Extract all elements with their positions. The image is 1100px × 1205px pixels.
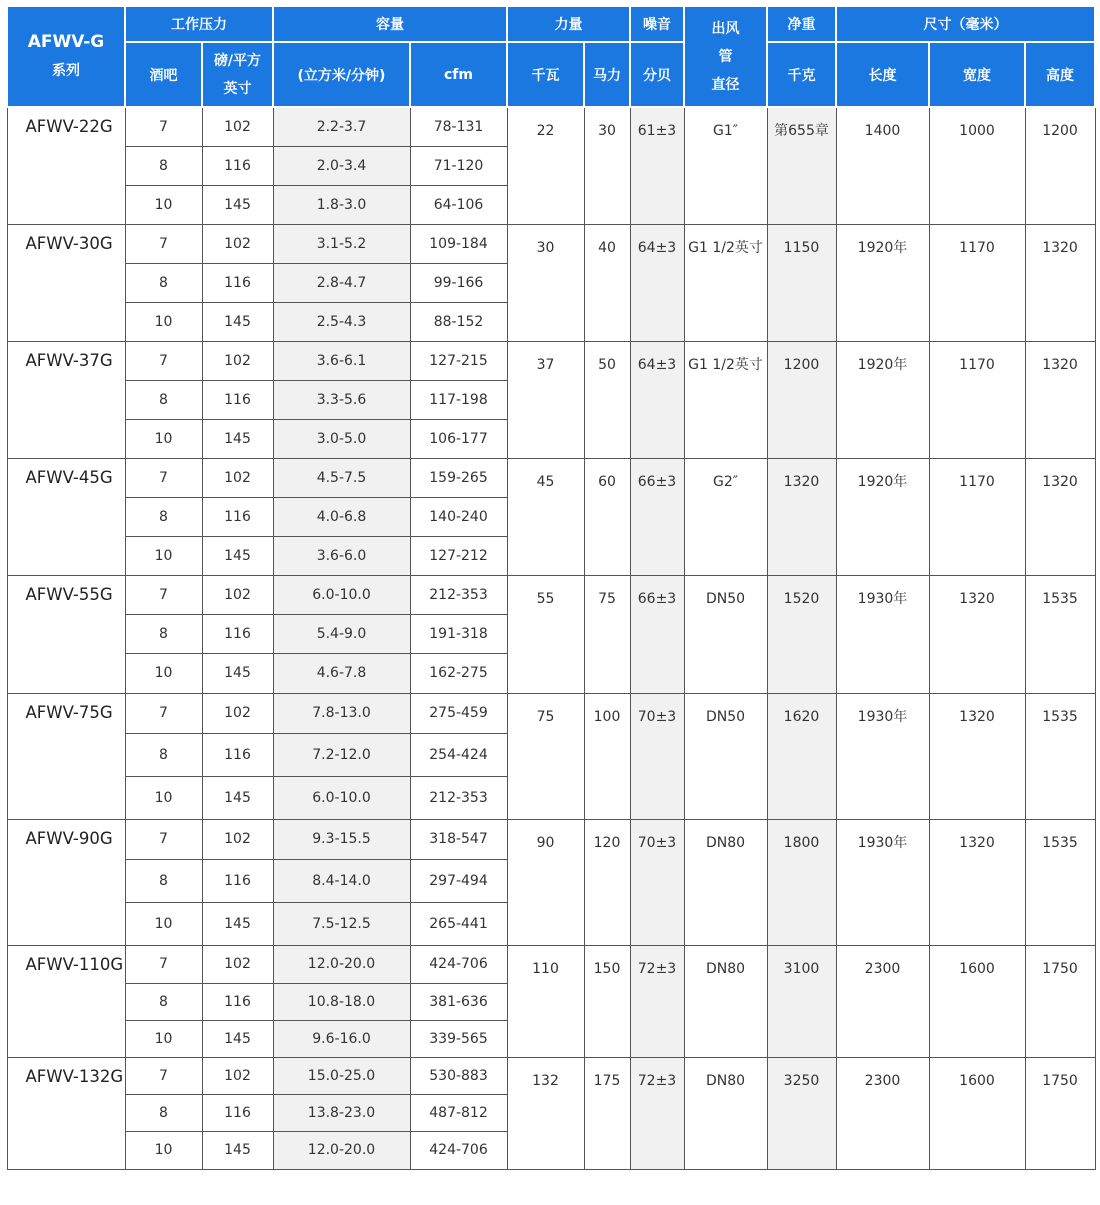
- psi-value: 102: [202, 458, 273, 497]
- table-row: [7, 107, 1095, 146]
- power-hp-value: 100: [584, 693, 630, 819]
- header-power: 力量: [507, 6, 630, 42]
- header-brand: [7, 6, 125, 107]
- capacity-m3-value: 2.5-4.3: [273, 302, 410, 341]
- brand-series: 系列: [52, 63, 80, 79]
- capacity-m3-value: 4.5-7.5: [273, 458, 410, 497]
- model-name: AFWV-37G: [7, 341, 125, 458]
- bar-value: 7: [125, 107, 202, 146]
- psi-value: 116: [202, 859, 273, 902]
- bar-value: 8: [125, 614, 202, 653]
- header-kw: 千瓦: [507, 42, 584, 107]
- psi-value: 145: [202, 1020, 273, 1057]
- width-value: 1600: [929, 945, 1025, 1057]
- outlet-value: DN80: [684, 1057, 767, 1169]
- capacity-m3-value: 2.8-4.7: [273, 263, 410, 302]
- height-value: 1535: [1025, 819, 1095, 945]
- capacity-cfm-value: 297-494: [410, 859, 507, 902]
- capacity-cfm-value: 162-275: [410, 653, 507, 693]
- table-body: [7, 107, 1095, 1169]
- psi-value: 116: [202, 983, 273, 1020]
- psi-value: 102: [202, 819, 273, 859]
- psi-value: 145: [202, 776, 273, 819]
- psi-value: 102: [202, 575, 273, 614]
- capacity-m3-value: 6.0-10.0: [273, 776, 410, 819]
- psi-value: 102: [202, 1057, 273, 1094]
- bar-value: 10: [125, 1131, 202, 1169]
- capacity-cfm-value: 127-215: [410, 341, 507, 380]
- bar-value: 7: [125, 224, 202, 263]
- width-value: 1600: [929, 1057, 1025, 1169]
- header-psi: [202, 42, 273, 107]
- table-header: [7, 6, 1095, 107]
- capacity-m3-value: 3.0-5.0: [273, 419, 410, 458]
- psi-value: 116: [202, 146, 273, 185]
- capacity-m3-value: 3.6-6.0: [273, 536, 410, 575]
- table-row: [7, 945, 1095, 983]
- bar-value: 10: [125, 185, 202, 224]
- header-weight: 净重: [767, 6, 836, 42]
- outlet-value: G1″: [684, 107, 767, 224]
- psi-value: 116: [202, 380, 273, 419]
- outlet-label-1: 出风: [711, 20, 740, 37]
- capacity-m3-value: 7.8-13.0: [273, 693, 410, 733]
- weight-value: 1200: [767, 341, 836, 458]
- capacity-cfm-value: 109-184: [410, 224, 507, 263]
- model-name: AFWV-90G: [7, 819, 125, 945]
- noise-value: 66±3: [630, 575, 684, 693]
- header-outlet: [684, 6, 767, 107]
- psi-value: 102: [202, 945, 273, 983]
- capacity-m3-value: 4.6-7.8: [273, 653, 410, 693]
- capacity-cfm-value: 88-152: [410, 302, 507, 341]
- spec-table: [6, 5, 1096, 1170]
- capacity-cfm-value: 339-565: [410, 1020, 507, 1057]
- capacity-cfm-value: 78-131: [410, 107, 507, 146]
- capacity-cfm-value: 487-812: [410, 1094, 507, 1131]
- bar-value: 10: [125, 536, 202, 575]
- capacity-m3-value: 10.8-18.0: [273, 983, 410, 1020]
- header-capacity: 容量: [273, 6, 507, 42]
- outlet-value: DN50: [684, 693, 767, 819]
- model-name: AFWV-132G: [7, 1057, 125, 1169]
- psi-value: 102: [202, 693, 273, 733]
- capacity-m3-value: 12.0-20.0: [273, 1131, 410, 1169]
- outlet-label-3: 直径: [711, 76, 740, 93]
- bar-value: 10: [125, 302, 202, 341]
- power-kw-value: 75: [507, 693, 584, 819]
- capacity-m3-value: 8.4-14.0: [273, 859, 410, 902]
- capacity-m3-value: 6.0-10.0: [273, 575, 410, 614]
- table-row: [7, 224, 1095, 263]
- power-kw-value: 22: [507, 107, 584, 224]
- power-kw-value: 55: [507, 575, 584, 693]
- capacity-m3-value: 2.2-3.7: [273, 107, 410, 146]
- weight-value: 1320: [767, 458, 836, 575]
- capacity-m3-value: 15.0-25.0: [273, 1057, 410, 1094]
- header-hp: 马力: [584, 42, 630, 107]
- width-value: 1320: [929, 575, 1025, 693]
- power-hp-value: 150: [584, 945, 630, 1057]
- bar-value: 8: [125, 146, 202, 185]
- height-value: 1750: [1025, 945, 1095, 1057]
- power-kw-value: 110: [507, 945, 584, 1057]
- height-value: 1200: [1025, 107, 1095, 224]
- power-kw-value: 45: [507, 458, 584, 575]
- height-value: 1320: [1025, 224, 1095, 341]
- length-value: 1920年: [836, 458, 929, 575]
- outlet-value: DN50: [684, 575, 767, 693]
- header-m3min: (立方米/分钟): [273, 42, 410, 107]
- weight-value: 1150: [767, 224, 836, 341]
- capacity-cfm-value: 117-198: [410, 380, 507, 419]
- noise-value: 72±3: [630, 1057, 684, 1169]
- capacity-cfm-value: 140-240: [410, 497, 507, 536]
- length-value: 1930年: [836, 575, 929, 693]
- bar-value: 10: [125, 419, 202, 458]
- power-hp-value: 75: [584, 575, 630, 693]
- capacity-cfm-value: 159-265: [410, 458, 507, 497]
- outlet-value: G1 1/2英寸: [684, 341, 767, 458]
- noise-value: 70±3: [630, 693, 684, 819]
- length-value: 1400: [836, 107, 929, 224]
- capacity-cfm-value: 265-441: [410, 902, 507, 945]
- capacity-cfm-value: 424-706: [410, 945, 507, 983]
- weight-value: 3100: [767, 945, 836, 1057]
- noise-value: 72±3: [630, 945, 684, 1057]
- bar-value: 7: [125, 458, 202, 497]
- width-value: 1000: [929, 107, 1025, 224]
- psi-value: 145: [202, 653, 273, 693]
- power-kw-value: 37: [507, 341, 584, 458]
- capacity-cfm-value: 424-706: [410, 1131, 507, 1169]
- capacity-m3-value: 3.1-5.2: [273, 224, 410, 263]
- capacity-m3-value: 7.2-12.0: [273, 733, 410, 776]
- psi-value: 116: [202, 733, 273, 776]
- capacity-m3-value: 3.3-5.6: [273, 380, 410, 419]
- outlet-value: DN80: [684, 819, 767, 945]
- power-hp-value: 120: [584, 819, 630, 945]
- psi-label-2: 英寸: [223, 80, 252, 97]
- psi-value: 102: [202, 224, 273, 263]
- bar-value: 8: [125, 1094, 202, 1131]
- psi-value: 145: [202, 419, 273, 458]
- power-kw-value: 132: [507, 1057, 584, 1169]
- height-value: 1320: [1025, 341, 1095, 458]
- bar-value: 7: [125, 341, 202, 380]
- weight-value: 第655章: [767, 107, 836, 224]
- bar-value: 8: [125, 859, 202, 902]
- psi-value: 116: [202, 263, 273, 302]
- header-height: 高度: [1025, 42, 1095, 107]
- outlet-value: G1 1/2英寸: [684, 224, 767, 341]
- header-length: 长度: [836, 42, 929, 107]
- header-noise: 噪音: [630, 6, 684, 42]
- model-name: AFWV-45G: [7, 458, 125, 575]
- capacity-m3-value: 4.0-6.8: [273, 497, 410, 536]
- header-db: 分贝: [630, 42, 684, 107]
- power-kw-value: 90: [507, 819, 584, 945]
- height-value: 1535: [1025, 693, 1095, 819]
- capacity-m3-value: 5.4-9.0: [273, 614, 410, 653]
- length-value: 1930年: [836, 819, 929, 945]
- outlet-label-2: 管: [718, 48, 733, 65]
- capacity-cfm-value: 212-353: [410, 575, 507, 614]
- bar-value: 8: [125, 263, 202, 302]
- capacity-m3-value: 9.3-15.5: [273, 819, 410, 859]
- bar-value: 8: [125, 497, 202, 536]
- psi-value: 116: [202, 1094, 273, 1131]
- header-bar: 酒吧: [125, 42, 202, 107]
- capacity-m3-value: 13.8-23.0: [273, 1094, 410, 1131]
- width-value: 1320: [929, 693, 1025, 819]
- weight-value: 3250: [767, 1057, 836, 1169]
- capacity-cfm-value: 381-636: [410, 983, 507, 1020]
- capacity-m3-value: 9.6-16.0: [273, 1020, 410, 1057]
- bar-value: 10: [125, 653, 202, 693]
- capacity-cfm-value: 127-212: [410, 536, 507, 575]
- outlet-value: DN80: [684, 945, 767, 1057]
- capacity-m3-value: 7.5-12.5: [273, 902, 410, 945]
- width-value: 1170: [929, 224, 1025, 341]
- length-value: 1920年: [836, 224, 929, 341]
- width-value: 1170: [929, 458, 1025, 575]
- capacity-m3-value: 12.0-20.0: [273, 945, 410, 983]
- table-row: [7, 819, 1095, 859]
- header-working-pressure: 工作压力: [125, 6, 273, 42]
- capacity-cfm-value: 106-177: [410, 419, 507, 458]
- capacity-m3-value: 2.0-3.4: [273, 146, 410, 185]
- bar-value: 7: [125, 945, 202, 983]
- bar-value: 10: [125, 1020, 202, 1057]
- capacity-cfm-value: 530-883: [410, 1057, 507, 1094]
- model-name: AFWV-30G: [7, 224, 125, 341]
- psi-value: 145: [202, 536, 273, 575]
- psi-value: 116: [202, 614, 273, 653]
- header-cfm: cfm: [410, 42, 507, 107]
- table-row: [7, 341, 1095, 380]
- capacity-cfm-value: 71-120: [410, 146, 507, 185]
- weight-value: 1520: [767, 575, 836, 693]
- length-value: 1920年: [836, 341, 929, 458]
- power-hp-value: 60: [584, 458, 630, 575]
- noise-value: 66±3: [630, 458, 684, 575]
- height-value: 1320: [1025, 458, 1095, 575]
- outlet-value: G2″: [684, 458, 767, 575]
- capacity-cfm-value: 254-424: [410, 733, 507, 776]
- psi-value: 145: [202, 185, 273, 224]
- psi-value: 145: [202, 902, 273, 945]
- noise-value: 64±3: [630, 224, 684, 341]
- capacity-cfm-value: 212-353: [410, 776, 507, 819]
- model-name: AFWV-55G: [7, 575, 125, 693]
- header-kg: 千克: [767, 42, 836, 107]
- height-value: 1750: [1025, 1057, 1095, 1169]
- model-name: AFWV-22G: [7, 107, 125, 224]
- power-hp-value: 50: [584, 341, 630, 458]
- noise-value: 70±3: [630, 819, 684, 945]
- noise-value: 64±3: [630, 341, 684, 458]
- length-value: 2300: [836, 945, 929, 1057]
- width-value: 1320: [929, 819, 1025, 945]
- psi-value: 145: [202, 302, 273, 341]
- table-row: [7, 693, 1095, 733]
- capacity-cfm-value: 99-166: [410, 263, 507, 302]
- capacity-m3-value: 1.8-3.0: [273, 185, 410, 224]
- brand-name: AFWV-G: [27, 32, 105, 52]
- length-value: 2300: [836, 1057, 929, 1169]
- psi-value: 116: [202, 497, 273, 536]
- bar-value: 7: [125, 575, 202, 614]
- length-value: 1930年: [836, 693, 929, 819]
- psi-value: 102: [202, 107, 273, 146]
- capacity-cfm-value: 64-106: [410, 185, 507, 224]
- psi-label-1: 磅/平方: [213, 52, 262, 69]
- header-dimensions: 尺寸（毫米）: [836, 6, 1095, 42]
- bar-value: 7: [125, 819, 202, 859]
- psi-value: 102: [202, 341, 273, 380]
- capacity-m3-value: 3.6-6.1: [273, 341, 410, 380]
- psi-value: 145: [202, 1131, 273, 1169]
- power-hp-value: 175: [584, 1057, 630, 1169]
- bar-value: 7: [125, 1057, 202, 1094]
- capacity-cfm-value: 275-459: [410, 693, 507, 733]
- bar-value: 8: [125, 380, 202, 419]
- table-row: [7, 458, 1095, 497]
- bar-value: 8: [125, 733, 202, 776]
- table-row: [7, 575, 1095, 614]
- height-value: 1535: [1025, 575, 1095, 693]
- weight-value: 1800: [767, 819, 836, 945]
- bar-value: 10: [125, 776, 202, 819]
- table-row: [7, 1057, 1095, 1094]
- noise-value: 61±3: [630, 107, 684, 224]
- model-name: AFWV-75G: [7, 693, 125, 819]
- power-hp-value: 40: [584, 224, 630, 341]
- capacity-cfm-value: 191-318: [410, 614, 507, 653]
- bar-value: 8: [125, 983, 202, 1020]
- bar-value: 7: [125, 693, 202, 733]
- power-hp-value: 30: [584, 107, 630, 224]
- power-kw-value: 30: [507, 224, 584, 341]
- weight-value: 1620: [767, 693, 836, 819]
- width-value: 1170: [929, 341, 1025, 458]
- header-width: 宽度: [929, 42, 1025, 107]
- model-name: AFWV-110G: [7, 945, 125, 1057]
- bar-value: 10: [125, 902, 202, 945]
- capacity-cfm-value: 318-547: [410, 819, 507, 859]
